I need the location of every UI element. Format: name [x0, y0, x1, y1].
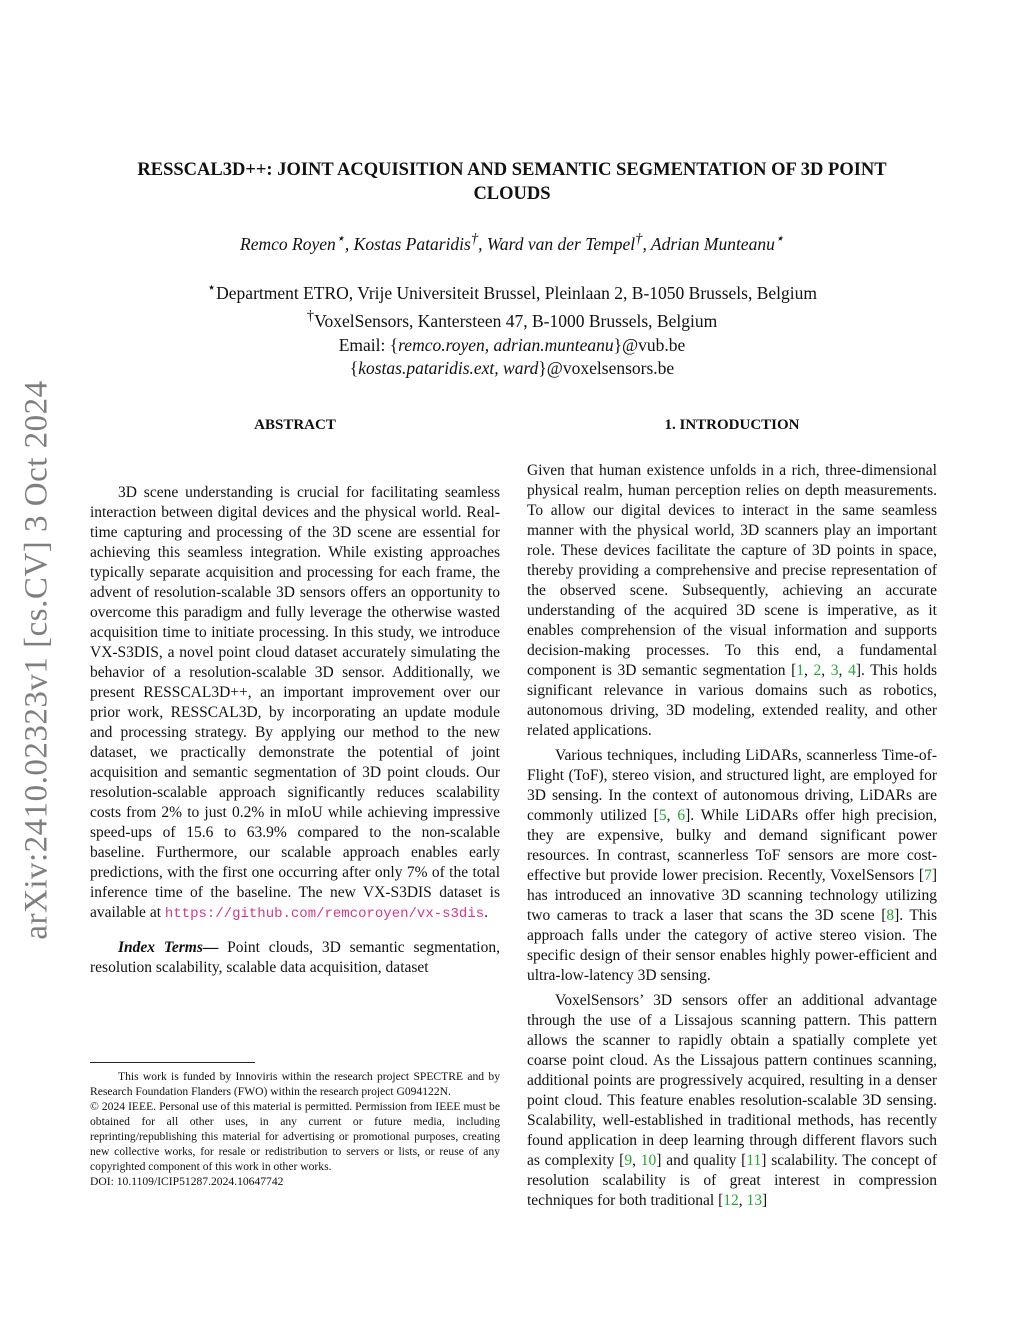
title-line-2: CLOUDS	[473, 184, 551, 204]
citation-2[interactable]: 2	[813, 662, 822, 679]
intro-p1-text-a: Given that human existence unfolds in a rich, three-dimensional physical realm, human perception relies on depth measurements. To allow our digital devices to interact in the same seamless manner with the physical world, 3D scanners play an important role. These devices facilitate the capture of 3D points in space, thereby providing a comprehensive and precise representation of the observed scene. Subsequently, achieving an accurate understanding of the acquired 3D scene is imperative, as it enables comprehension of the visual information and supports decision-making processes. To this end, a fundamental component is 3D semantic segmentation [	[527, 462, 937, 679]
copyright-note: © 2024 IEEE. Personal use of this material is permitted. Permission from IEEE must be obtained for all other uses, in any current or future media, including reprinting/republishing this material for advertising or promotional purposes, creating new collective works, for resale or redistribution to servers or lists, or reuse of any copyrighted component of this work in other works.	[90, 1100, 500, 1173]
affiliation-2-mark: †	[306, 308, 315, 325]
author-1: Remco Royen	[240, 233, 336, 254]
abstract-body	[90, 483, 500, 924]
author-4: Adrian Munteanu	[650, 233, 775, 254]
intro-p3-text-a: VoxelSensors’ 3D sensors offer an additional advantage through the use of a Lissajous scanning pattern. This pattern allows the scanner to rapidly obtain a spatially complete yet coarse point cloud. As the Lissajous pattern continues scanning, additional points are progressively acquired, resulting in a denser point cloud. This feature enables resolution-scalable 3D sensing. Scalability, well-established in traditional methods, has recently found application in deep learning through different flavors such as complexity [	[527, 992, 937, 1169]
citation-9[interactable]: 9	[624, 1152, 633, 1169]
footnotes	[90, 1069, 500, 1189]
left-column	[90, 415, 500, 978]
intro-p2-text-c: ] has introduced an innovative 3D scanning technology utilizing two cameras to track a laser that scans the 3D scene [	[527, 867, 937, 924]
citation-1[interactable]: 1	[796, 662, 805, 679]
author-4-mark: ⋆	[774, 231, 784, 247]
intro-paragraph-1	[527, 461, 937, 741]
cite-sep: ,	[738, 1192, 747, 1209]
citation-11[interactable]: 11	[746, 1152, 762, 1169]
email-line-1	[90, 334, 934, 358]
citation-3[interactable]: 3	[830, 662, 839, 679]
email-2-names: kostas.pataridis.ext, ward	[358, 358, 539, 379]
email-1-open: {	[389, 334, 399, 355]
citation-12[interactable]: 12	[723, 1192, 739, 1209]
intro-p3-text-b: ] and quality [	[656, 1152, 747, 1169]
affiliation-2-text: VoxelSensors, Kantersteen 47, B-1000 Brussels, Belgium	[314, 311, 718, 332]
intro-p3-text-c: ] scalability. The concept of resolution scalability is of great interest in compression techniques for both traditional [	[527, 1152, 937, 1209]
cite-sep: ,	[821, 662, 831, 679]
abstract-end: .	[484, 904, 489, 921]
introduction-heading: 1. INTRODUCTION	[664, 417, 800, 433]
author-sep-2: ,	[478, 233, 487, 254]
email-1-domain: }@vub.be	[613, 334, 686, 355]
author-2-mark: †	[470, 231, 479, 247]
email-line-2	[90, 357, 934, 381]
index-terms-label: Index Terms—	[118, 939, 219, 956]
intro-p2-text-b: ]. While LiDARs offer high precision, they are expensive, bulky and demand significant power resources. In contrast, scannerless ToF sensors are more cost-effective but provide lower precision. Recently, VoxelSensors [	[527, 807, 938, 884]
author-sep-3: ,	[642, 233, 651, 254]
intro-paragraph-2	[527, 746, 937, 986]
citation-6[interactable]: 6	[677, 807, 686, 824]
funding-note: This work is funded by Innoviris within the research project SPECTRE and by Research Foundation Flanders (FWO) within the research project G094122N.	[90, 1070, 500, 1098]
arxiv-identifier: arXiv:2410.02323v1 [cs.CV] 3 Oct 2024	[18, 380, 55, 940]
dataset-link[interactable]: https://github.com/remcoroyen/vx-s3dis	[164, 906, 485, 922]
title-line-1: RESSCAL3D++: JOINT ACQUISITION AND SEMANTIC SEGMENTATION OF 3D POINT	[137, 160, 887, 180]
affiliation-1	[90, 277, 934, 305]
author-2: Kostas Pataridis	[353, 233, 471, 254]
author-sep-1: ,	[344, 233, 354, 254]
citation-7[interactable]: 7	[924, 867, 932, 884]
email-2-open: {	[349, 358, 359, 379]
email-1-names: remco.royen, adrian.munteanu	[398, 334, 614, 355]
cite-sep: ,	[666, 807, 678, 824]
intro-paragraph-3	[527, 991, 937, 1211]
affiliation-2	[90, 305, 934, 333]
email-2-domain: }@voxelsensors.be	[538, 358, 675, 379]
affiliation-1-mark: ⋆	[207, 280, 217, 296]
abstract-heading: ABSTRACT	[254, 417, 336, 433]
footnote-divider	[90, 1062, 255, 1063]
intro-p1-text-b: ]. This holds significant relevance in various domains such as robotics, autonomous driving, 3D modeling, extended reality, and other related applications.	[527, 662, 937, 739]
author-list	[90, 230, 934, 255]
citation-5[interactable]: 5	[658, 807, 667, 824]
right-column	[527, 415, 937, 1211]
citation-4[interactable]: 4	[848, 662, 856, 679]
citation-13[interactable]: 13	[746, 1192, 763, 1209]
intro-p2-text-d: ]. This approach falls under the category of active stereo vision. The specific design of their sensor enables highly power-efficient and ultra-low-latency 3D sensing.	[527, 907, 937, 984]
index-terms-text: Point clouds, 3D semantic segmentation, resolution scalability, scalable data acquisition, dataset	[90, 939, 500, 976]
index-terms	[90, 938, 500, 978]
cite-sep: ,	[804, 662, 814, 679]
abstract-text: 3D scene understanding is crucial for facilitating seamless interaction between digital devices and the physical world. Real-time capturing and processing of the 3D scene are essential for achieving this seamless integration. While existing approaches typically separate acquisition and processing for each frame, the advent of resolution-scalable 3D sensors offers an opportunity to overcome this paradigm and fully leverage the otherwise wasted acquisition time to initiate processing. In this study, we introduce VX-S3DIS, a novel point cloud dataset accurately simulating the behavior of a resolution-scalable 3D sensor. Additionally, we present RESSCAL3D++, an important improvement over our prior work, RESSCAL3D, by incorporating an update module and processing strategy. By applying our method to the new dataset, we practically demonstrate the potential of joint acquisition and semantic segmentation of 3D point clouds. Our resolution-scalable approach significantly reduces scalability costs from 2% to just 0.2% in mIoU while achieving impressive speed-ups of 15.6 to 63.9% compared to the non-scalable baseline. Furthermore, our scalable approach enables early predictions, with the first one occurring after only 7% of the total inference time of the baseline. The new VX-S3DIS dataset is available at	[90, 484, 500, 921]
author-3: Ward van der Tempel	[486, 233, 636, 254]
citation-8[interactable]: 8	[886, 907, 895, 924]
author-1-mark: ⋆	[335, 231, 345, 247]
paper-title	[90, 158, 934, 206]
affiliation-1-text: Department ETRO, Vrije Universiteit Brussel, Pleinlaan 2, B-1050 Brussels, Belgium	[216, 282, 817, 303]
citation-10[interactable]: 10	[640, 1152, 657, 1169]
cite-sep: ,	[632, 1152, 641, 1169]
intro-p2-text-a: Various techniques, including LiDARs, scannerless Time-of-Flight (ToF), stereo vision, and structured light, are employed for 3D sensing. In the context of autonomous driving, LiDARs are commonly utilized [	[527, 747, 937, 824]
cite-sep: ,	[838, 662, 849, 679]
email-label: Email:	[338, 334, 390, 355]
arxiv-sidebar	[14, 360, 60, 960]
doi-note: DOI: 10.1109/ICIP51287.2024.10647742	[90, 1175, 284, 1188]
author-3-mark: †	[635, 231, 643, 247]
intro-p3-text-d: ]	[762, 1192, 768, 1209]
affiliations	[90, 277, 934, 381]
